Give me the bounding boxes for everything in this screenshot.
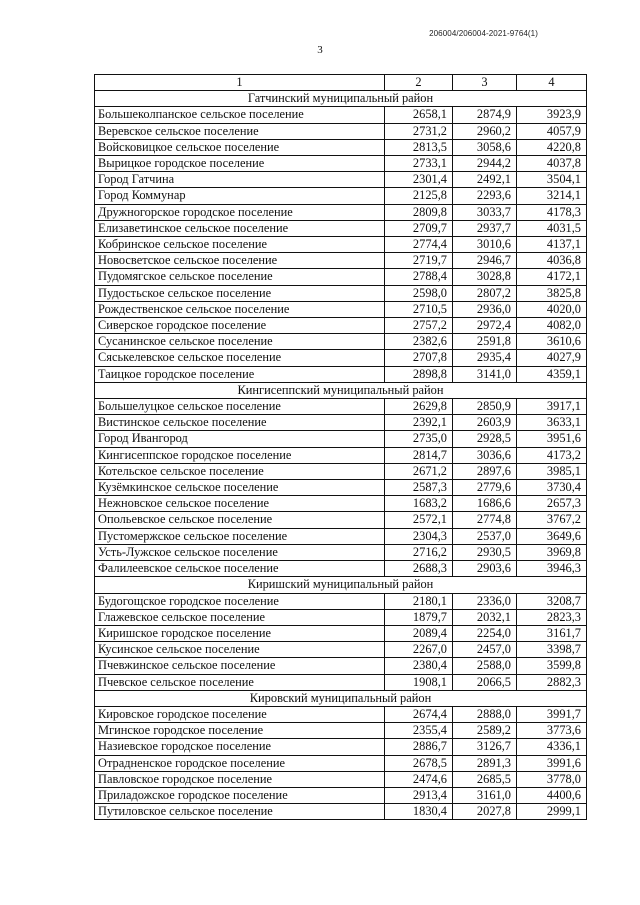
settlement-name-cell: Кобринское сельское поселение [95, 237, 385, 253]
column-header-2: 2 [385, 75, 453, 91]
table-row [95, 674, 587, 690]
value-cell-col2: 2267,0 [385, 642, 453, 658]
table-row [95, 156, 587, 172]
value-cell-col3: 2492,1 [453, 172, 517, 188]
value-cell-col3: 2588,0 [453, 658, 517, 674]
value-cell-col4: 2882,3 [517, 674, 587, 690]
settlement-name-cell: Путиловское сельское поселение [95, 804, 385, 820]
value-cell-col3: 3126,7 [453, 739, 517, 755]
value-cell-col4: 3969,8 [517, 544, 587, 560]
table-row [95, 237, 587, 253]
value-cell-col4: 3214,1 [517, 188, 587, 204]
value-cell-col4: 4178,3 [517, 204, 587, 220]
value-cell-col4: 3208,7 [517, 593, 587, 609]
value-cell-col3: 3010,6 [453, 237, 517, 253]
table-row [95, 431, 587, 447]
district-title: Кировский муниципальный район [95, 690, 587, 706]
value-cell-col2: 2572,1 [385, 512, 453, 528]
settlement-name-cell: Котельское сельское поселение [95, 463, 385, 479]
table-row [95, 204, 587, 220]
table-row [95, 123, 587, 139]
value-cell-col2: 1830,4 [385, 804, 453, 820]
value-cell-col4: 4336,1 [517, 739, 587, 755]
value-cell-col4: 3778,0 [517, 771, 587, 787]
table-row [95, 107, 587, 123]
value-cell-col3: 3036,6 [453, 447, 517, 463]
value-cell-col2: 2658,1 [385, 107, 453, 123]
settlement-name-cell: Таицкое городское поселение [95, 366, 385, 382]
value-cell-col2: 2809,8 [385, 204, 453, 220]
table-row [95, 755, 587, 771]
value-cell-col2: 2709,7 [385, 220, 453, 236]
table-header-row [95, 75, 587, 91]
table-row [95, 609, 587, 625]
value-cell-col2: 2382,6 [385, 334, 453, 350]
settlement-name-cell: Сусанинское сельское поселение [95, 334, 385, 350]
value-cell-col4: 4037,8 [517, 156, 587, 172]
settlement-name-cell: Пчевжинское сельское поселение [95, 658, 385, 674]
value-cell-col3: 2254,0 [453, 625, 517, 641]
value-cell-col2: 2886,7 [385, 739, 453, 755]
table-row [95, 350, 587, 366]
data-table [94, 74, 587, 820]
settlement-name-cell: Пудомягское сельское поселение [95, 269, 385, 285]
value-cell-col4: 4027,9 [517, 350, 587, 366]
district-header-row [95, 690, 587, 706]
settlement-name-cell: Приладожское городское поселение [95, 787, 385, 803]
value-cell-col3: 2457,0 [453, 642, 517, 658]
settlement-name-cell: Сяськелевское сельское поселение [95, 350, 385, 366]
value-cell-col3: 1686,6 [453, 496, 517, 512]
value-cell-col3: 2874,9 [453, 107, 517, 123]
value-cell-col2: 1879,7 [385, 609, 453, 625]
value-cell-col2: 2380,4 [385, 658, 453, 674]
value-cell-col2: 2392,1 [385, 415, 453, 431]
value-cell-col3: 2928,5 [453, 431, 517, 447]
table-row [95, 253, 587, 269]
settlement-name-cell: Войсковицкое сельское поселение [95, 139, 385, 155]
table-row [95, 496, 587, 512]
value-cell-col4: 4400,6 [517, 787, 587, 803]
value-cell-col4: 3991,6 [517, 755, 587, 771]
settlement-name-cell: Рождественское сельское поселение [95, 301, 385, 317]
value-cell-col2: 2089,4 [385, 625, 453, 641]
district-header-row [95, 577, 587, 593]
district-title: Кингисеппский муниципальный район [95, 382, 587, 398]
value-cell-col4: 4359,1 [517, 366, 587, 382]
value-cell-col3: 2774,8 [453, 512, 517, 528]
value-cell-col3: 2903,6 [453, 561, 517, 577]
district-title: Киришский муниципальный район [95, 577, 587, 593]
value-cell-col4: 3946,3 [517, 561, 587, 577]
table-row [95, 771, 587, 787]
settlement-name-cell: Дружногорское городское поселение [95, 204, 385, 220]
value-cell-col2: 2674,4 [385, 706, 453, 722]
table-row [95, 658, 587, 674]
value-cell-col3: 2960,2 [453, 123, 517, 139]
value-cell-col2: 2587,3 [385, 480, 453, 496]
table-row [95, 301, 587, 317]
column-header-1: 1 [95, 75, 385, 91]
value-cell-col4: 4082,0 [517, 318, 587, 334]
settlement-name-cell: Веревское сельское поселение [95, 123, 385, 139]
settlement-name-cell: Отрадненское городское поселение [95, 755, 385, 771]
value-cell-col2: 2180,1 [385, 593, 453, 609]
settlement-name-cell: Фалилеевское сельское поселение [95, 561, 385, 577]
settlement-name-cell: Кусинское сельское поселение [95, 642, 385, 658]
value-cell-col2: 2678,5 [385, 755, 453, 771]
settlement-name-cell: Большеколпанское сельское поселение [95, 107, 385, 123]
value-cell-col3: 2936,0 [453, 301, 517, 317]
table-row [95, 399, 587, 415]
value-cell-col3: 2972,4 [453, 318, 517, 334]
page-number: 3 [317, 44, 323, 56]
value-cell-col4: 4173,2 [517, 447, 587, 463]
settlement-name-cell: Кировское городское поселение [95, 706, 385, 722]
table-row [95, 463, 587, 479]
value-cell-col4: 3951,6 [517, 431, 587, 447]
value-cell-col3: 2807,2 [453, 285, 517, 301]
value-cell-col2: 2671,2 [385, 463, 453, 479]
value-cell-col4: 3610,6 [517, 334, 587, 350]
settlement-name-cell: Назиевское городское поселение [95, 739, 385, 755]
table-row [95, 593, 587, 609]
column-header-4: 4 [517, 75, 587, 91]
table-row [95, 447, 587, 463]
table-row [95, 220, 587, 236]
value-cell-col2: 2707,8 [385, 350, 453, 366]
value-cell-col4: 3767,2 [517, 512, 587, 528]
value-cell-col3: 2293,6 [453, 188, 517, 204]
value-cell-col2: 2125,8 [385, 188, 453, 204]
value-cell-col4: 3633,1 [517, 415, 587, 431]
value-cell-col4: 4220,8 [517, 139, 587, 155]
settlement-name-cell: Будогощское городское поселение [95, 593, 385, 609]
value-cell-col4: 3985,1 [517, 463, 587, 479]
value-cell-col4: 3917,1 [517, 399, 587, 415]
value-cell-col2: 2355,4 [385, 723, 453, 739]
table-row [95, 172, 587, 188]
table-row [95, 625, 587, 641]
value-cell-col2: 2898,8 [385, 366, 453, 382]
value-cell-col3: 2685,5 [453, 771, 517, 787]
district-title: Гатчинский муниципальный район [95, 91, 587, 107]
settlement-name-cell: Большелуцкое сельское поселение [95, 399, 385, 415]
table-row [95, 285, 587, 301]
district-header-row [95, 91, 587, 107]
district-header-row [95, 382, 587, 398]
value-cell-col2: 1683,2 [385, 496, 453, 512]
value-cell-col4: 3923,9 [517, 107, 587, 123]
table-row [95, 188, 587, 204]
value-cell-col2: 2474,6 [385, 771, 453, 787]
table-row [95, 561, 587, 577]
table-row [95, 642, 587, 658]
value-cell-col2: 2301,4 [385, 172, 453, 188]
settlement-name-cell: Вырицкое городское поселение [95, 156, 385, 172]
table-row [95, 723, 587, 739]
settlement-name-cell: Киришское городское поселение [95, 625, 385, 641]
table-row [95, 787, 587, 803]
settlement-name-cell: Пустомержское сельское поселение [95, 528, 385, 544]
value-cell-col3: 3028,8 [453, 269, 517, 285]
value-cell-col3: 2336,0 [453, 593, 517, 609]
settlement-name-cell: Город Гатчина [95, 172, 385, 188]
value-cell-col3: 2930,5 [453, 544, 517, 560]
value-cell-col3: 2935,4 [453, 350, 517, 366]
value-cell-col4: 4020,0 [517, 301, 587, 317]
table-row [95, 544, 587, 560]
value-cell-col3: 2032,1 [453, 609, 517, 625]
value-cell-col4: 4036,8 [517, 253, 587, 269]
value-cell-col2: 2731,2 [385, 123, 453, 139]
value-cell-col3: 2937,7 [453, 220, 517, 236]
settlement-name-cell: Пудостьское сельское поселение [95, 285, 385, 301]
value-cell-col3: 2888,0 [453, 706, 517, 722]
value-cell-col3: 2944,2 [453, 156, 517, 172]
value-cell-col4: 3599,8 [517, 658, 587, 674]
value-cell-col2: 2757,2 [385, 318, 453, 334]
settlement-name-cell: Город Коммунар [95, 188, 385, 204]
settlement-name-cell: Павловское городское поселение [95, 771, 385, 787]
table-row [95, 269, 587, 285]
settlement-name-cell: Елизаветинское сельское поселение [95, 220, 385, 236]
value-cell-col4: 2823,3 [517, 609, 587, 625]
table-row [95, 512, 587, 528]
table-row [95, 739, 587, 755]
value-cell-col3: 3141,0 [453, 366, 517, 382]
settlement-name-cell: Опольевское сельское поселение [95, 512, 385, 528]
value-cell-col2: 2716,2 [385, 544, 453, 560]
value-cell-col4: 4172,1 [517, 269, 587, 285]
value-cell-col2: 2688,3 [385, 561, 453, 577]
settlement-name-cell: Кингисеппское городское поселение [95, 447, 385, 463]
value-cell-col2: 2913,4 [385, 787, 453, 803]
value-cell-col4: 4057,9 [517, 123, 587, 139]
table-row [95, 318, 587, 334]
value-cell-col4: 3991,7 [517, 706, 587, 722]
value-cell-col2: 2710,5 [385, 301, 453, 317]
settlement-name-cell: Сиверское городское поселение [95, 318, 385, 334]
value-cell-col3: 3058,6 [453, 139, 517, 155]
value-cell-col3: 2027,8 [453, 804, 517, 820]
value-cell-col3: 2897,6 [453, 463, 517, 479]
value-cell-col2: 2719,7 [385, 253, 453, 269]
value-cell-col3: 2850,9 [453, 399, 517, 415]
value-cell-col2: 2814,7 [385, 447, 453, 463]
settlement-name-cell: Вистинское сельское поселение [95, 415, 385, 431]
table-row [95, 480, 587, 496]
value-cell-col2: 2598,0 [385, 285, 453, 301]
value-cell-col4: 3398,7 [517, 642, 587, 658]
value-cell-col3: 2589,2 [453, 723, 517, 739]
value-cell-col3: 2066,5 [453, 674, 517, 690]
table-row [95, 366, 587, 382]
table-row [95, 334, 587, 350]
value-cell-col2: 2733,1 [385, 156, 453, 172]
value-cell-col2: 2813,5 [385, 139, 453, 155]
settlement-name-cell: Мгинское городское поселение [95, 723, 385, 739]
value-cell-col4: 3730,4 [517, 480, 587, 496]
settlement-name-cell: Новосветское сельское поселение [95, 253, 385, 269]
value-cell-col3: 3161,0 [453, 787, 517, 803]
value-cell-col3: 2946,7 [453, 253, 517, 269]
value-cell-col2: 2788,4 [385, 269, 453, 285]
value-cell-col3: 2891,3 [453, 755, 517, 771]
document-id: 206004/206004-2021-9764(1) [429, 29, 538, 38]
value-cell-col4: 3649,6 [517, 528, 587, 544]
table-body [95, 75, 587, 820]
value-cell-col3: 3033,7 [453, 204, 517, 220]
table-row [95, 706, 587, 722]
value-cell-col3: 2603,9 [453, 415, 517, 431]
settlement-name-cell: Усть-Лужское сельское поселение [95, 544, 385, 560]
settlement-name-cell: Нежновское сельское поселение [95, 496, 385, 512]
value-cell-col4: 2657,3 [517, 496, 587, 512]
table-row [95, 528, 587, 544]
table-row [95, 804, 587, 820]
value-cell-col2: 1908,1 [385, 674, 453, 690]
value-cell-col4: 2999,1 [517, 804, 587, 820]
settlement-name-cell: Пчевское сельское поселение [95, 674, 385, 690]
value-cell-col4: 3773,6 [517, 723, 587, 739]
value-cell-col4: 3504,1 [517, 172, 587, 188]
value-cell-col4: 3161,7 [517, 625, 587, 641]
column-header-3: 3 [453, 75, 517, 91]
value-cell-col2: 2774,4 [385, 237, 453, 253]
value-cell-col2: 2304,3 [385, 528, 453, 544]
value-cell-col3: 2537,0 [453, 528, 517, 544]
value-cell-col4: 3825,8 [517, 285, 587, 301]
settlement-name-cell: Кузёмкинское сельское поселение [95, 480, 385, 496]
table-row [95, 415, 587, 431]
value-cell-col3: 2779,6 [453, 480, 517, 496]
value-cell-col3: 2591,8 [453, 334, 517, 350]
value-cell-col2: 2735,0 [385, 431, 453, 447]
settlement-name-cell: Глажевское сельское поселение [95, 609, 385, 625]
table-row [95, 139, 587, 155]
value-cell-col2: 2629,8 [385, 399, 453, 415]
value-cell-col4: 4137,1 [517, 237, 587, 253]
settlement-name-cell: Город Ивангород [95, 431, 385, 447]
value-cell-col4: 4031,5 [517, 220, 587, 236]
